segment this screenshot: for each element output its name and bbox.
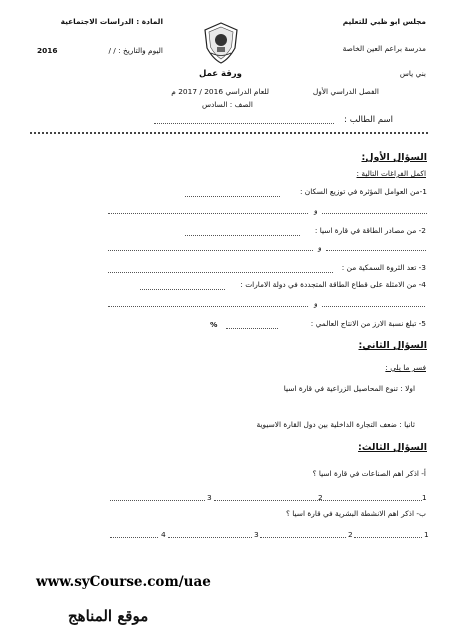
q3-b-blank-2[interactable] — [260, 537, 346, 538]
q3-b-num-4: 4 — [161, 530, 166, 539]
worksheet-title: ورقة عمل — [199, 69, 242, 79]
school-name: مدرسة براعم العين الخاصة — [342, 44, 426, 53]
website-link[interactable]: www.syCourse.com/uae — [36, 574, 211, 590]
q2-item-1: اولا : تنوع المحاصيل الزراعية في قارة اسيا — [283, 384, 415, 393]
q1-item-1-blank-a[interactable] — [185, 196, 280, 197]
student-name-label: اسم الطالب : — [344, 115, 393, 125]
q1-item-4-blank-c[interactable] — [322, 306, 425, 307]
student-name-field[interactable] — [154, 123, 334, 124]
q1-item-3-blank[interactable] — [108, 272, 333, 273]
day-date-label: اليوم والتاريخ : / / — [108, 46, 163, 55]
q3-a-blank-3[interactable] — [110, 500, 205, 501]
q2-title: السؤال الثاني: — [358, 340, 427, 351]
q1-and-4: و — [314, 299, 318, 308]
q2-item-2: ثانيا : ضعف التجارة الداخلية بين دول القارة الاسيوية — [256, 420, 415, 429]
q1-item-1-blank-b[interactable] — [108, 213, 308, 214]
city-name: بني ياس — [399, 69, 426, 78]
q2-instruction: فسر ما يلي : — [385, 363, 426, 372]
q1-item-2-blank-c[interactable] — [326, 250, 426, 251]
academic-year: للعام الدراسي 2016 / 2017 م — [171, 87, 269, 96]
percent-sign: % — [210, 320, 218, 329]
q3-b-blank-3[interactable] — [168, 537, 252, 538]
subject-label: المادة : الدراسات الاجتماعية — [60, 17, 163, 26]
school-logo-icon — [203, 22, 239, 64]
q1-and-1: و — [314, 206, 318, 215]
q1-title: السؤال الأول: — [361, 152, 427, 163]
q3-b-blank-1[interactable] — [354, 537, 422, 538]
council-name: مجلس ابو ظبي للتعليم — [342, 17, 426, 26]
q1-item-2-blank-a[interactable] — [185, 235, 300, 236]
semester-label: الفصل الدراسي الأول — [312, 87, 379, 96]
q1-and-2: و — [318, 243, 322, 252]
q1-item-4-blank-b[interactable] — [108, 306, 308, 307]
q1-item-1-blank-c[interactable] — [322, 213, 427, 214]
q1-item-2-blank-b[interactable] — [108, 250, 313, 251]
q1-item-5-blank[interactable] — [226, 328, 278, 329]
q3-part-b: ب- اذكر اهم الانشطة البشرية في قارة اسيا ؟ — [286, 509, 426, 518]
q1-item-5: 5- تبلغ نسبة الارز من الانتاج العالمي : — [310, 319, 426, 328]
q3-a-num-3: 3 — [207, 493, 212, 502]
q3-b-num-2: 2 — [348, 530, 353, 539]
year-value: 2016 — [37, 46, 58, 55]
q3-a-num-2: 2 — [318, 493, 323, 502]
header-divider — [30, 132, 428, 134]
q3-a-num-1: 1 — [422, 493, 427, 502]
q3-b-num-3: 3 — [254, 530, 259, 539]
q3-part-a: أ- اذكر اهم الصناعات في قارة اسيا ؟ — [312, 469, 426, 478]
site-name: موقع المناهج — [68, 607, 149, 625]
q3-b-blank-4[interactable] — [110, 537, 158, 538]
q1-item-3: 3- تعد الثروة السمكية من : — [341, 263, 426, 272]
q1-instruction: اكمل الفراغات التالية : — [356, 169, 426, 178]
q1-item-4: 4- من الامثلة على قطاع الطاقة المتجددة في دولة الامارات : — [240, 280, 426, 289]
q1-item-2: 2- من مصادر الطاقة في قارة اسيا : — [314, 226, 426, 235]
q1-item-4-blank-a[interactable] — [140, 289, 225, 290]
q3-title: السؤال الثالث: — [358, 442, 427, 453]
q1-item-1: 1-من العوامل المؤثرة في توزيع السكان : — [299, 187, 427, 196]
q3-b-num-1: 1 — [424, 530, 429, 539]
grade-label: الصف : السادس — [201, 100, 253, 109]
